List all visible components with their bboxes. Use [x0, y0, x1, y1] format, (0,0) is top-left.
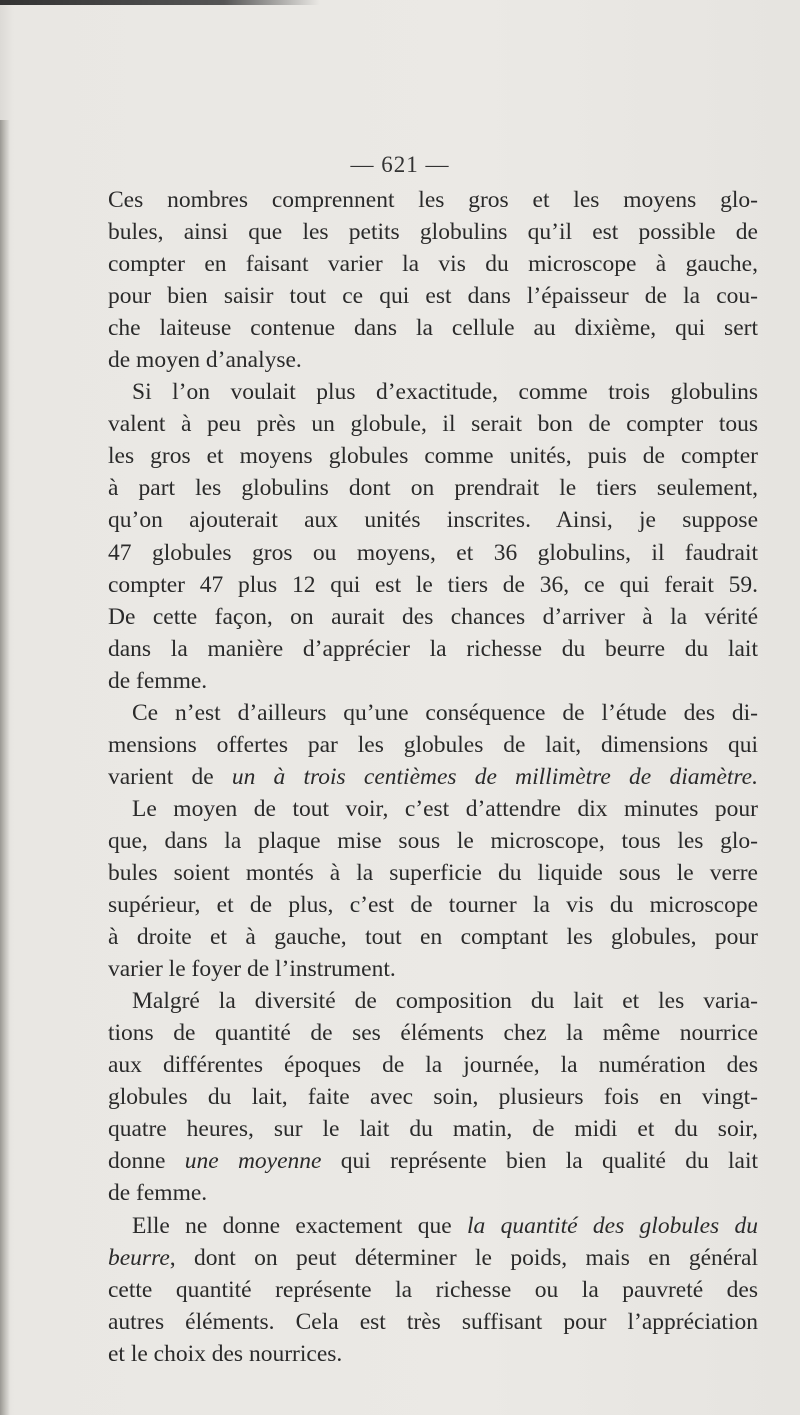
text-line: varient de un à trois centièmes de millimètre de diamètre.	[108, 763, 758, 790]
text-line: qu’on ajouterait aux unités inscrites. Ainsi, je suppose	[108, 507, 758, 534]
text-line: compter en faisant varier la vis du microscope à gauche,	[108, 251, 758, 278]
text-line: Elle ne donne exactement que la quantité des globules du	[132, 1212, 758, 1239]
text-line: aux différentes époques de la journée, la numération des	[108, 1052, 758, 1079]
page-number: — 621 —	[350, 152, 450, 177]
text-line: les gros et moyens globules comme unités, puis de compter	[108, 443, 758, 470]
text-line: quatre heures, sur le lait du matin, de midi et du soir,	[108, 1116, 758, 1143]
text-line: bules soient montés à la superficie du liquide sous le verre	[108, 859, 758, 886]
text-line: Ces nombres comprennent les gros et les moyens glo-	[108, 187, 758, 213]
text-line: Ce n’est d’ailleurs qu’une conséquence de l’étude des di-	[132, 699, 758, 726]
italic-phrase: une moyenne	[184, 1148, 322, 1175]
text-line: Le moyen de tout voir, c’est d’attendre dix minutes pour	[132, 795, 758, 822]
text-line: cette quantité représente la richesse ou la pauvreté des	[108, 1276, 758, 1303]
text-line: che laiteuse contenue dans la cellule au dixième, qui sert	[108, 315, 758, 342]
text-line: à droite et à gauche, tout en comptant les globules, pour	[108, 924, 758, 951]
text-line: valent à peu près un globule, il serait bon de compter tous	[108, 411, 758, 438]
text-line: supérieur, et de plus, c’est de tourner la vis du microscope	[108, 892, 758, 919]
text-line: mensions offertes par les globules de lait, dimensions qui	[108, 731, 758, 758]
text-line: tions de quantité de ses éléments chez la même nourrice	[108, 1020, 758, 1047]
text-line: et le choix des nourrices.	[108, 1340, 343, 1367]
text-line: donne une moyenne qui représente bien la qualité du lait	[108, 1148, 758, 1175]
italic-phrase: un à trois centièmes de millimètre de diamètre.	[231, 763, 758, 790]
body-text	[108, 184, 758, 1370]
text-line: Malgré la diversité de composition du lait et les varia-	[132, 988, 758, 1015]
italic-phrase: beurre	[108, 1244, 170, 1271]
text-line: de femme.	[108, 1180, 208, 1207]
text-line: que, dans la plaque mise sous le microscope, tous les glo-	[108, 827, 758, 854]
text-line: De cette façon, on aurait des chances d’arriver à la vérité	[108, 603, 758, 630]
italic-phrase: la quantité des globules du	[466, 1212, 758, 1239]
page-top-edge	[0, 0, 320, 5]
text-line: de femme.	[108, 667, 208, 694]
page-binding-edge	[0, 120, 10, 1415]
text-line: globules du lait, faite avec soin, plusieurs fois en vingt-	[108, 1084, 758, 1111]
text-line: 47 globules gros ou moyens, et 36 globulins, il faudrait	[108, 539, 758, 566]
text-line: varier le foyer de l’instrument.	[108, 956, 396, 983]
text-line: compter 47 plus 12 qui est le tiers de 36, ce qui ferait 59.	[108, 571, 758, 598]
text-line: dans la manière d’apprécier la richesse du beurre du lait	[108, 635, 758, 662]
text-line: pour bien saisir tout ce qui est dans l’épaisseur de la cou-	[108, 283, 758, 310]
text-line: bules, ainsi que les petits globulins qu’il est possible de	[108, 219, 758, 246]
text-line: beurre, dont on peut déterminer le poids, mais en général	[108, 1244, 758, 1271]
text-line: de moyen d’analyse.	[108, 347, 302, 374]
text-line: à part les globulins dont on prendrait le tiers seulement,	[108, 475, 758, 502]
text-line: Si l’on voulait plus d’exactitude, comme trois globulins	[132, 379, 758, 406]
text-line: autres éléments. Cela est très suffisant pour l’appréciation	[108, 1308, 758, 1335]
